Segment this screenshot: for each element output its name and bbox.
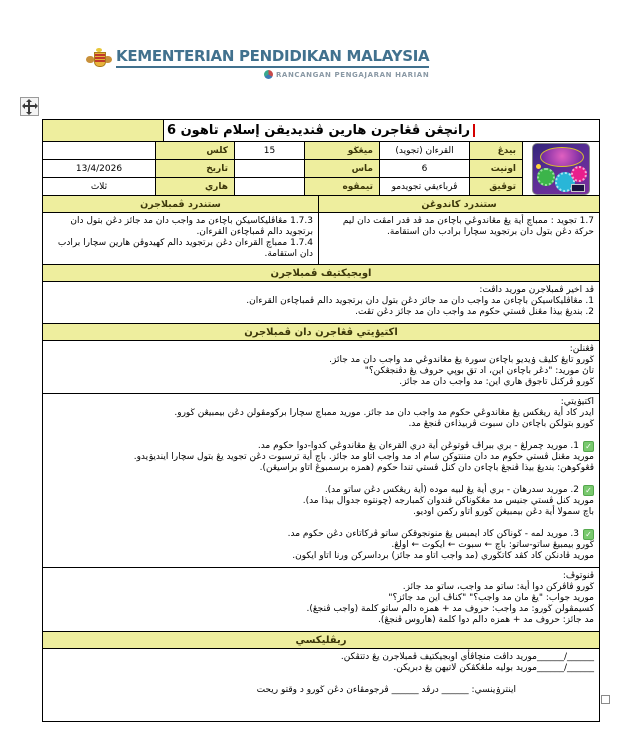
refleksi-header: ريڤليکسي	[43, 632, 599, 648]
title-row	[43, 120, 599, 141]
kpm-letterhead	[86, 47, 429, 79]
field-value-hari: ثلاث	[43, 178, 155, 195]
refleksi-content	[43, 649, 599, 721]
field-label-kelas: کلس	[156, 142, 234, 159]
field-value-tarikh: 13/4/2026	[43, 160, 155, 177]
field-value-kelas	[43, 142, 155, 159]
rph-table	[42, 119, 600, 722]
group-item-lemah: ✓3. موريد لمه - ڬوناکن کاد ايمبس يڠ منونجوقکن ساتو ڤرکاتاءن دڠن حکوم مد. ڬورو بيمبيڠ ساتو-ساتو: باچ ← سبوت ← ايکوت ← اولڠ. موريد ڤادنکن کاد کڤد کاتڬوري (مد واجب اتاو مد جائز) برداسرکن ورنا اتاو ايکون.	[48, 529, 594, 562]
lesson-plan-title-wrap	[43, 120, 599, 141]
info-grid	[43, 142, 522, 195]
textbook-cover-image	[532, 143, 590, 195]
standard-pembelajaran-text: 1.7.3 مڠاڤليکاسيکن باچاءن مد واجب دان مد جائز دڠن بتول دان برتجويد دالم ڤمباچاءن القرءان. 1.7.4 ممباچ القرءان دڠن برتجويد دالم کهيدوڤن هارين سچارا برادب دان استقامة.	[43, 213, 318, 264]
standard-kandungan-text: 1.7 تجويد : ممباچ أية يڠ مڠاندوڠي باچاءن مد ڤد قدر امڤت دان ليم حرکة دڠن بتول دان برتجويد سچارا برادب دان استقامة.	[319, 213, 599, 264]
objektif-header: اوبجيکتيف ڤمبلاجرن	[43, 265, 599, 281]
field-label-topik: توڤيق	[470, 178, 522, 195]
field-label-tarikh: تاريخ	[156, 160, 234, 177]
aktiviti-block: اکتيۏيتي: ايدر کاد أية ريڠکس يڠ مڠاندوڠي حکوم مد واجب دان مد جائز. موريد ممباچ سچارا برکومڤولن دڠن بيمبيڠن ڬورو. ڬورو بتولکن باچاءن دان سبوت ڤربيذاءن ڤنجڠ مد. ✓1. موريد چمرلڠ - بري ببراڤ ڤوتوڠن أية دري القرءان يڠ مڠاندوڠي کدوا-دوا حکوم مد. موريد مڠنل ڤستي حکوم مد دان مننتوکن سام اد مد واجب اتاو مد جائز. باچ أية ترسبوت دڠن تجويد يڠ بتول سچارا اينديۏيدو. ڤڠوکوهن: بنديڠ بيذا ڤنجڠ باچاءن دان کنل ڤستي تندا حکوم (همزه برسمبوڠ اتاو براسيڠن). ✓2. موريد سدرهان - بري أية يڠ لبيه موده (أية ريڠکس دڠن ساتو مد). موريد کنل ڤستي جنيس مد مڠڬوناکن ڤندوان ڬمبارجه (چونتوه جدوال بيذا مد). باچ سمولا أية دڠن بيمبيڠن ڬورو اتاو رکمن اوديو. ✓3. موريد لمه - ڬوناکن کاد ايمبس يڠ منونجوقکن ساتو ڤرکاتاءن دڠن حکوم مد. ڬورو بيمبيڠ ساتو-ساتو: باچ ← سبوت ← ايکوت ← اولڠ. موريد ڤادنکن کاد کڤد کاتڬوري (مد واجب اتاو مد جائز) برداسرکن ورنا اتاو ايکون.	[43, 394, 599, 567]
field-label-unit: اونيت	[470, 160, 522, 177]
penutup-title: ڤنوتوڤ:	[562, 571, 594, 581]
field-value-unit: 6	[380, 160, 469, 177]
table-move-handle[interactable]	[20, 97, 39, 116]
intervensi-line: اينترۏينسي: ______ درڤد ______ ڤرجومڤاءن دڠن ڬورو د وقتو ريحت	[256, 685, 516, 695]
objektif-item: 2. بنديڠ بيذا مڠنل ڤستي حکوم مد واجب دان مد جائز دڠن تڤت.	[355, 307, 594, 317]
standards-content-row	[43, 213, 599, 264]
objektif-intro: ڤد اخير ڤمبلاجرن موريد داڤت:	[479, 285, 594, 295]
field-value-tempoh	[235, 178, 304, 195]
refleksi-line: ______/______موريد داڤت منچاڤأي اوبجيکتيف ڤمبلاجرن يڠ دتتڤکن.	[340, 652, 594, 662]
refleksi-line: ______/______موريد بوليه ملڠکڤکن لاتيهن يڠ دبريکن.	[393, 663, 594, 673]
standard-pembelajaran-header: ستندرد ڤمبلاجرن	[43, 196, 318, 212]
ministry-title: KEMENTERIAN PENDIDIKAN MALAYSIA	[116, 47, 429, 68]
program-subtitle: RANCANGAN PENGAJARAN HARIAN	[275, 70, 430, 79]
check-icon	[583, 529, 594, 540]
rph-swirl-icon	[264, 70, 273, 79]
penutup-block: ڤنوتوڤ: ڬورو ڤاڤرکن دوا أية: ساتو مد واجب، ساتو مد جائز. موريد جواب: "يڠ مان مد واجب؟" "کناڤ اين مد جائز؟" کسيمڤولن ڬورو: مد واجب: حروف مد + همزه دالم ساتو کلمة (واجب ڤنجڠ). مد جائز: حروف مد + همزه دالم دوا کلمة (هاروس ڤنجڠ).	[43, 568, 599, 631]
info-section	[43, 142, 599, 195]
field-label-bidang: بيدڠ	[470, 142, 522, 159]
field-value-minggu: 15	[235, 142, 304, 159]
group-item-sederhana: ✓2. موريد سدرهان - بري أية يڠ لبيه موده (أية ريڠکس دڠن ساتو مد). موريد کنل ڤستي جنيس مد مڠڬوناکن ڤندوان ڬمبارجه (چونتوه جدوال بيذا مد). باچ سمولا أية دڠن بيمبيڠن ڬورو اتاو رکمن اوديو.	[48, 485, 594, 518]
field-label-masa: ماس	[305, 160, 379, 177]
malaysia-crest-icon	[86, 49, 112, 69]
standards-header-row	[43, 196, 599, 212]
field-label-minggu: ميڠڬو	[305, 142, 379, 159]
aktiviti-title: اکتيۏيتي:	[560, 397, 594, 407]
check-icon	[583, 441, 594, 452]
objektif-item: 1. مڠاڤليکاسيکن باچاءن مد واجب دان مد جائز دڠن بتول دان برتجويد دالم ڤمباچاءن القرءان.	[246, 296, 594, 306]
field-value-bidang: القرءان (تجويد)	[380, 142, 469, 159]
standard-kandungan-header: ستندرد کاندوڠن	[319, 196, 599, 212]
check-icon	[583, 485, 594, 496]
objektif-content	[43, 282, 599, 323]
field-label-hari: هاري	[156, 178, 234, 195]
group-item-cemerlang: ✓1. موريد چمرلڠ - بري ببراڤ ڤوتوڠن أية دري القرءان يڠ مڠاندوڠي کدوا-دوا حکوم مد. موريد مڠنل ڤستي حکوم مد دان مننتوکن سام اد مد واجب اتاو مد جائز. باچ أية ترسبوت دڠن تجويد يڠ بتول سچارا اينديۏيدو. ڤڠوکوهن: بنديڠ بيذا ڤنجڠ باچاءن دان کنل ڤستي تندا حکوم (همزه برسمبوڠ اتاو براسيڠن).	[48, 441, 594, 474]
field-value-masa	[235, 160, 304, 177]
table-resize-handle[interactable]	[601, 695, 610, 704]
field-value-topik: ڤرباءيقي تجويدمو	[380, 178, 469, 195]
lesson-plan-title: رانچڠن ڤڠاجرن هارين ڤنديديقن إسلام تاهون 6	[167, 123, 470, 138]
aktiviti-header: اکتيۏيتي ڤڠاجرن دان ڤمبلاجرن	[43, 324, 599, 340]
textbook-logo-cell	[523, 142, 599, 195]
pengenalan-block: ڤڠنلن: ڬورو تايڠ کليڤ ۏيديو باچاءن سورة يڠ مڠاندوڠي مد واجب دان مد جائز. تاڽ موريد: "دڠر باچاءن اين، اد تق بوڽي حروف يڠ دڤنجڠکن؟" ڬورو ڤرکنل تاجوق هاري اين: مد واجب دان مد جائز.	[43, 341, 599, 393]
field-label-tempoh: تيمڤوه	[305, 178, 379, 195]
text-cursor-mark	[473, 124, 475, 137]
pengenalan-title: ڤڠنلن:	[569, 344, 594, 354]
